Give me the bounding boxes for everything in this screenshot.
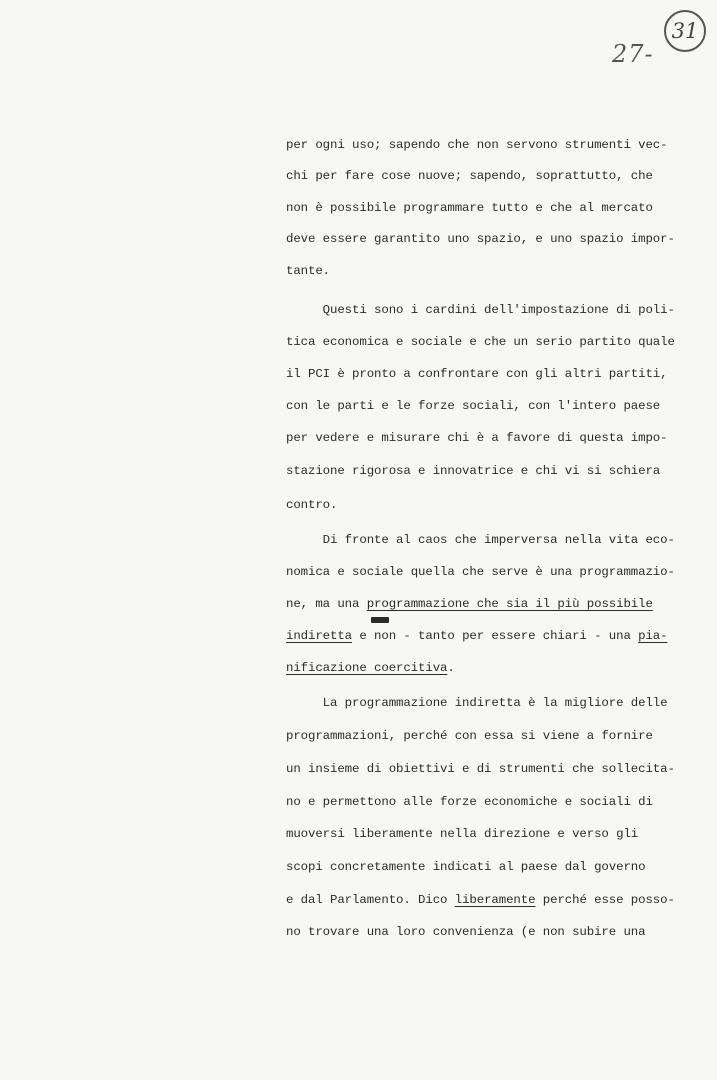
text-line: un insieme di obiettivi e di strumenti che sollecita- <box>286 762 675 776</box>
underlined-text: indiretta <box>286 629 353 643</box>
text-line: nomica e sociale quella che serve è una programmazio- <box>286 565 675 579</box>
text-line: muoversi liberamente nella direzione e verso gli <box>286 827 639 841</box>
text-line: con le parti e le forze sociali, con l'intero paese <box>286 399 661 413</box>
underlined-text: nificazione coercitiva <box>286 661 448 675</box>
handwritten-page-number: 27- <box>612 40 654 68</box>
text-line: Questi sono i cardini dell'impostazione di poli- <box>286 303 675 317</box>
text-line: tica economica e sociale e che un serio partito quale <box>286 335 675 349</box>
circled-page-number: 31 <box>664 10 706 52</box>
text-line: La programmazione indiretta è la migliore delle <box>286 696 668 710</box>
text-line: il PCI è pronto a confrontare con gli altri partiti, <box>286 367 668 381</box>
text-line: no e permettono alle forze economiche e sociali di <box>286 795 653 809</box>
text-line: programmazioni, perché con essa si viene a fornire <box>286 729 653 743</box>
ink-blot <box>371 617 389 623</box>
text-line: tante. <box>286 264 331 278</box>
text-line: stazione rigorosa e innovatrice e chi vi si schiera <box>286 464 661 478</box>
underlined-text: pia- <box>638 629 668 643</box>
text-line: Di fronte al caos che imperversa nella vita eco- <box>286 533 675 547</box>
text-line: e dal Parlamento. Dico liberamente perché esse posso- <box>286 893 675 907</box>
text-line: per vedere e misurare chi è a favore di questa impo- <box>286 431 668 445</box>
underlined-text: programmazione che sia il più possibile <box>366 597 653 611</box>
text-line: contro. <box>286 498 338 512</box>
underlined-text: liberamente <box>454 893 536 907</box>
text-line: deve essere garantito uno spazio, e uno spazio impor- <box>286 232 675 246</box>
text-line: non è possibile programmare tutto e che al mercato <box>286 201 653 215</box>
text-line: indiretta e non - tanto per essere chiari - una pia- <box>286 629 668 643</box>
text-line: no trovare una loro convenienza (e non subire una <box>286 925 646 939</box>
text-line: scopi concretamente indicati al paese dal governo <box>286 860 646 874</box>
text-line: ne, ma una programmazione che sia il più possibile <box>286 597 653 611</box>
text-line: nificazione coercitiva. <box>286 661 455 675</box>
text-line: per ogni uso; sapendo che non servono strumenti vec- <box>286 138 668 152</box>
text-line: chi per fare cose nuove; sapendo, soprattutto, che <box>286 169 653 183</box>
